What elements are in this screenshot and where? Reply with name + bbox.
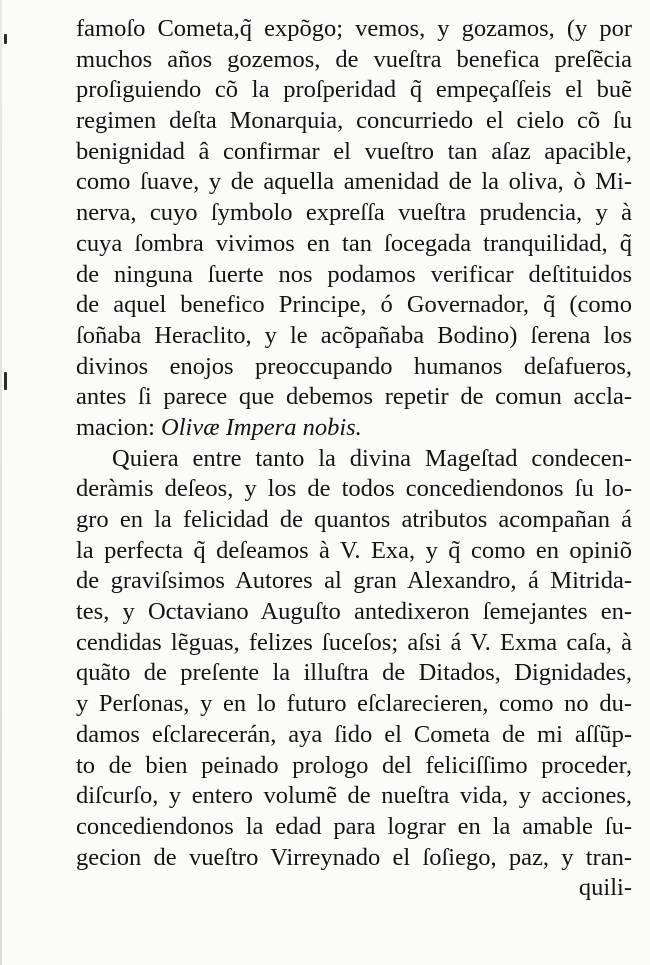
text-line: antes ſi parece que debemos repetir de comun accla-: [76, 383, 632, 411]
text-line: concediendonos la edad para lograr en la amable ſu-: [76, 812, 632, 840]
text-line: gecion de vueſtro Virreynado el ſoſiego, paz, y tran-: [76, 843, 632, 871]
text-line: famoſo Cometa,q̃ expõgo; vemos, y gozamos, (y por: [76, 15, 632, 42]
text-line: la perfecta q̃ deſeamos à V. Exa, y q̃ como en opiniõ: [76, 536, 632, 564]
text-line: benignidad â confirmar el vueſtro tan aſaz apacible,: [76, 137, 632, 165]
document-body: [76, 14, 632, 904]
text-line: divinos enojos preoccupando humanos deſafueros,: [76, 352, 632, 380]
text-line: de ninguna ſuerte nos podamos verificar deſtituidos: [76, 260, 632, 288]
margin-mark: [4, 34, 7, 44]
text-line: proſiguiendo cõ la proſperidad q̃ empeçaſſeis el buẽ: [76, 76, 632, 104]
text-line: ſoñaba Heraclito, y le acõpañaba Bodino) ſerena los: [76, 321, 632, 349]
text-line: de graviſsimos Autores al gran Alexandro, á Mitrida-: [76, 567, 632, 595]
text-line: damos eſclarecerán, aya ſido el Cometa de mi aſſũp-: [76, 720, 632, 748]
text-line: deràmis deſeos, y los de todos concediendonos ſu lo-: [76, 475, 632, 503]
text-line: cendidas lẽguas, felizes ſuceſos; aſsi á V. Exma caſa, à: [76, 628, 632, 656]
paragraph-1: [76, 14, 632, 444]
text-line: cuya ſombra vivimos en tan ſocegada tranquilidad, q̃: [76, 229, 632, 257]
text-line: y Perſonas, y en lo futuro eſclarecieren, como no du-: [76, 690, 632, 718]
text-line-acclamation: [76, 413, 632, 444]
text-line: regimen deſta Monarquia, concurriedo el cielo cõ ſu: [76, 107, 632, 135]
text-line: quãto de preſente la illuſtra de Ditados, Dignidades,: [76, 659, 632, 687]
acclamation-prefix: macion:: [76, 413, 162, 441]
text-line: como ſuave, y de aquella amenidad de la oliva, ò Mi-: [76, 168, 632, 196]
acclamation-quote: Olivæ Impera nobis.: [161, 413, 362, 441]
text-line: muchos años gozemos, de vueſtra benefica preſẽcia: [76, 45, 632, 73]
text-line: gro en la felicidad de quantos atributos acompañan á: [76, 506, 632, 533]
text-line: tes, y Octaviano Auguſto antedixeron ſemejantes en-: [76, 598, 632, 626]
page-edge-shadow: [0, 0, 2, 965]
text-line: de aquel benefico Principe, ó Governador, q̃ (como: [76, 291, 632, 319]
catchword: quili-: [578, 874, 632, 902]
text-line: diſcurſo, y entero volumẽ de nueſtra vida, y acciones,: [76, 782, 632, 810]
margin-mark: [4, 372, 7, 390]
text-line: to de bien peinado prologo del feliciſſimo proceder,: [76, 751, 632, 779]
paragraph-2: [76, 444, 632, 904]
text-line: Quiera entre tanto la divina Mageſtad condecen-: [112, 444, 632, 472]
text-line: nerva, cuyo ſymbolo expreſſa vueſtra prudencia, y à: [76, 199, 632, 227]
